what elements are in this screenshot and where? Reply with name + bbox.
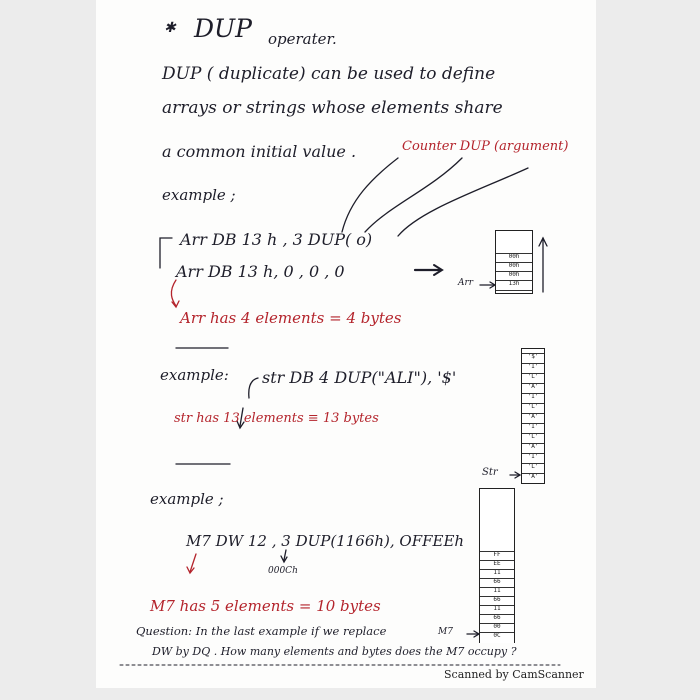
example-1-pointer-label: Arr xyxy=(458,278,474,288)
stack-cell: 'I' xyxy=(522,393,544,404)
stack-cell: 00 xyxy=(480,623,514,633)
stack-cell: 11 xyxy=(480,605,514,615)
example-2-code-line: str DB 4 DUP("ALI"), '$' xyxy=(262,368,457,387)
stack-cell: 'A' xyxy=(522,443,544,454)
scanner-watermark: Scanned by CamScanner xyxy=(444,668,584,681)
stack-cell: '$' xyxy=(522,353,544,364)
stack-cell: 66 xyxy=(480,614,514,624)
stack-cell: 13h xyxy=(496,280,532,291)
stack-cell: 'A' xyxy=(522,383,544,394)
example-2-note: str has 13 elements ≡ 13 bytes xyxy=(174,411,379,426)
stack-cell: 00h xyxy=(496,262,532,272)
example-1-memory-stack xyxy=(495,230,533,294)
intro-line-3: a common initial value . xyxy=(162,142,357,161)
example-2-label: example: xyxy=(160,366,229,384)
example-1-note: Arr has 4 elements = 4 bytes xyxy=(180,309,402,327)
intro-line-2: arrays or strings whose elements share xyxy=(162,98,503,118)
dup-annotation: Counter DUP (argument) xyxy=(402,139,569,154)
stack-cell: 00h xyxy=(496,271,532,281)
example-3-sub-value: 000Ch xyxy=(268,566,298,576)
page-title: DUP xyxy=(194,14,252,43)
stack-cell: 'L' xyxy=(522,433,544,444)
stack-cell: EE xyxy=(480,560,514,570)
question-line-1: Question: In the last example if we replace xyxy=(136,624,387,638)
example-2-memory-stack xyxy=(521,348,545,484)
stack-cell: 00h xyxy=(496,253,532,263)
intro-line-1: DUP ( duplicate) can be used to define xyxy=(162,64,496,84)
page-subtitle: operater. xyxy=(268,30,337,48)
example-3-label: example ; xyxy=(150,490,224,508)
example-3-note: M7 has 5 elements = 10 bytes xyxy=(150,597,381,615)
example-3-code-line: M7 DW 12 , 3 DUP(1166h), OFFEEh xyxy=(186,532,465,550)
example-2-pointer-label: Str xyxy=(482,467,498,478)
stack-cell: 'I' xyxy=(522,363,544,374)
stack-cell: 'A' xyxy=(522,413,544,424)
stack-cell: 'L' xyxy=(522,373,544,384)
stack-cell: 'I' xyxy=(522,423,544,434)
stack-cell: FF xyxy=(480,551,514,561)
example-3-pointer-label: M7 xyxy=(438,627,453,637)
stack-cell: 'L' xyxy=(522,403,544,414)
stack-cell: 'L' xyxy=(522,463,544,474)
example-1-code-line-1: Arr DB 13 h , 3 DUP( o) xyxy=(180,230,373,249)
stack-cell: 11 xyxy=(480,587,514,597)
stack-cell: 'A' xyxy=(522,473,544,483)
example-1-code-line-2: Arr DB 13 h, 0 , 0 , 0 xyxy=(176,262,345,281)
question-line-2: DW by DQ . How many elements and bytes does the M7 occupy ? xyxy=(152,645,517,658)
example-1-label: example ; xyxy=(162,186,236,204)
stack-cell: 66 xyxy=(480,596,514,606)
stack-cell: 11 xyxy=(480,569,514,579)
stack-cell: 66 xyxy=(480,578,514,588)
stack-cell: 0C xyxy=(480,632,514,642)
example-3-memory-stack xyxy=(479,488,515,643)
bullet-icon: ✱ xyxy=(164,20,176,36)
stack-cell: 'I' xyxy=(522,453,544,464)
